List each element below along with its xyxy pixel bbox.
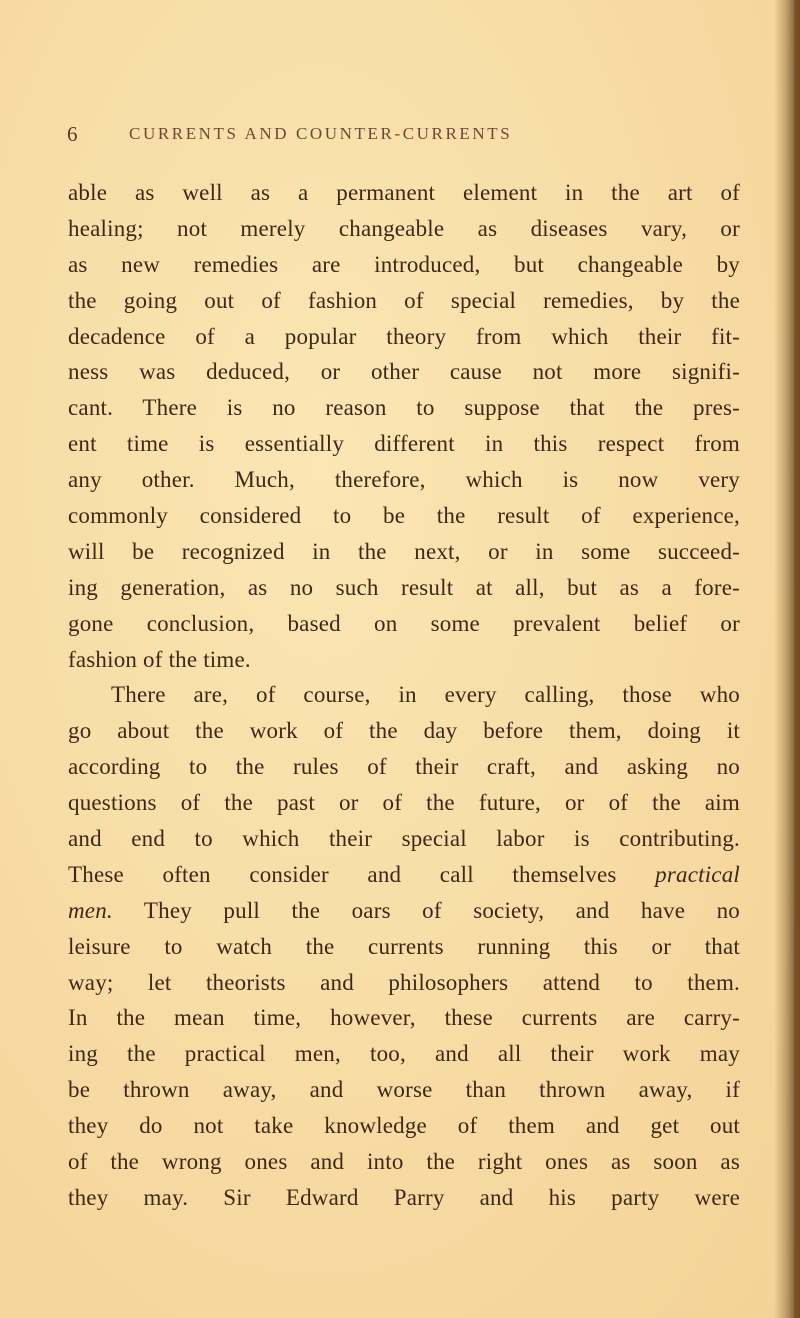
text-line-with-italic: [68, 857, 740, 893]
page-edge: [794, 0, 800, 1318]
paragraph-first-line: There are, of course, in every calling, those who: [111, 682, 740, 708]
text-segment: These often consider and call themselves: [68, 861, 656, 887]
text-line: way; let theorists and philosophers attend to them.: [68, 969, 740, 995]
text-line: In the mean time, however, these currents are carry-: [68, 1005, 740, 1031]
text-segment: They pull the oars of society, and have no: [112, 897, 740, 923]
text-line: able as well as a permanent element in the art of: [68, 180, 740, 205]
text-line: they do not take knowledge of them and get out: [68, 1113, 740, 1139]
text-line: commonly considered to be the result of experience,: [68, 503, 740, 529]
text-line: cant. There is no reason to suppose that the pres-: [68, 395, 740, 421]
text-line: leisure to watch the currents running this or that: [68, 933, 740, 959]
text-line: fashion of the time.: [68, 646, 251, 672]
text-line: questions of the past or of the future, or of the aim: [68, 790, 740, 816]
text-line: decadence of a popular theory from which their fit-: [68, 323, 740, 349]
text-line: the going out of fashion of special remedies, by the: [68, 287, 740, 313]
text-line: of the wrong ones and into the right ones as soon as: [68, 1149, 740, 1175]
text-line: and end to which their special labor is contributing.: [68, 826, 740, 852]
text-line: they may. Sir Edward Parry and his party were: [68, 1184, 740, 1210]
text-line: ness was deduced, or other cause not more signifi-: [68, 359, 740, 385]
text-line: be thrown away, and worse than thrown away, if: [68, 1077, 740, 1103]
text-line: according to the rules of their craft, and asking no: [68, 754, 740, 780]
italic-term: men.: [68, 897, 113, 923]
text-line: go about the work of the day before them, doing it: [68, 718, 740, 744]
running-head-title: CURRENTS AND COUNTER-CURRENTS: [129, 124, 513, 143]
text-line: will be recognized in the next, or in some succeed-: [68, 538, 740, 564]
body-text: [68, 175, 740, 1216]
text-line: gone conclusion, based on some prevalent belief or: [68, 610, 740, 636]
text-line: ent time is essentially different in this respect from: [68, 431, 740, 457]
text-line-with-italic: [68, 893, 740, 929]
text-line: ing generation, as no such result at all, but as a fore-: [68, 574, 740, 600]
text-line: healing; not merely changeable as diseases vary, or: [68, 215, 740, 241]
text-line: ing the practical men, too, and all their work may: [68, 1041, 740, 1067]
text-line: any other. Much, therefore, which is now very: [68, 467, 740, 493]
running-head: [67, 122, 747, 152]
italic-term: practical: [655, 861, 740, 887]
text-line: as new remedies are introduced, but changeable by: [68, 251, 740, 277]
page-number: 6: [67, 122, 79, 146]
